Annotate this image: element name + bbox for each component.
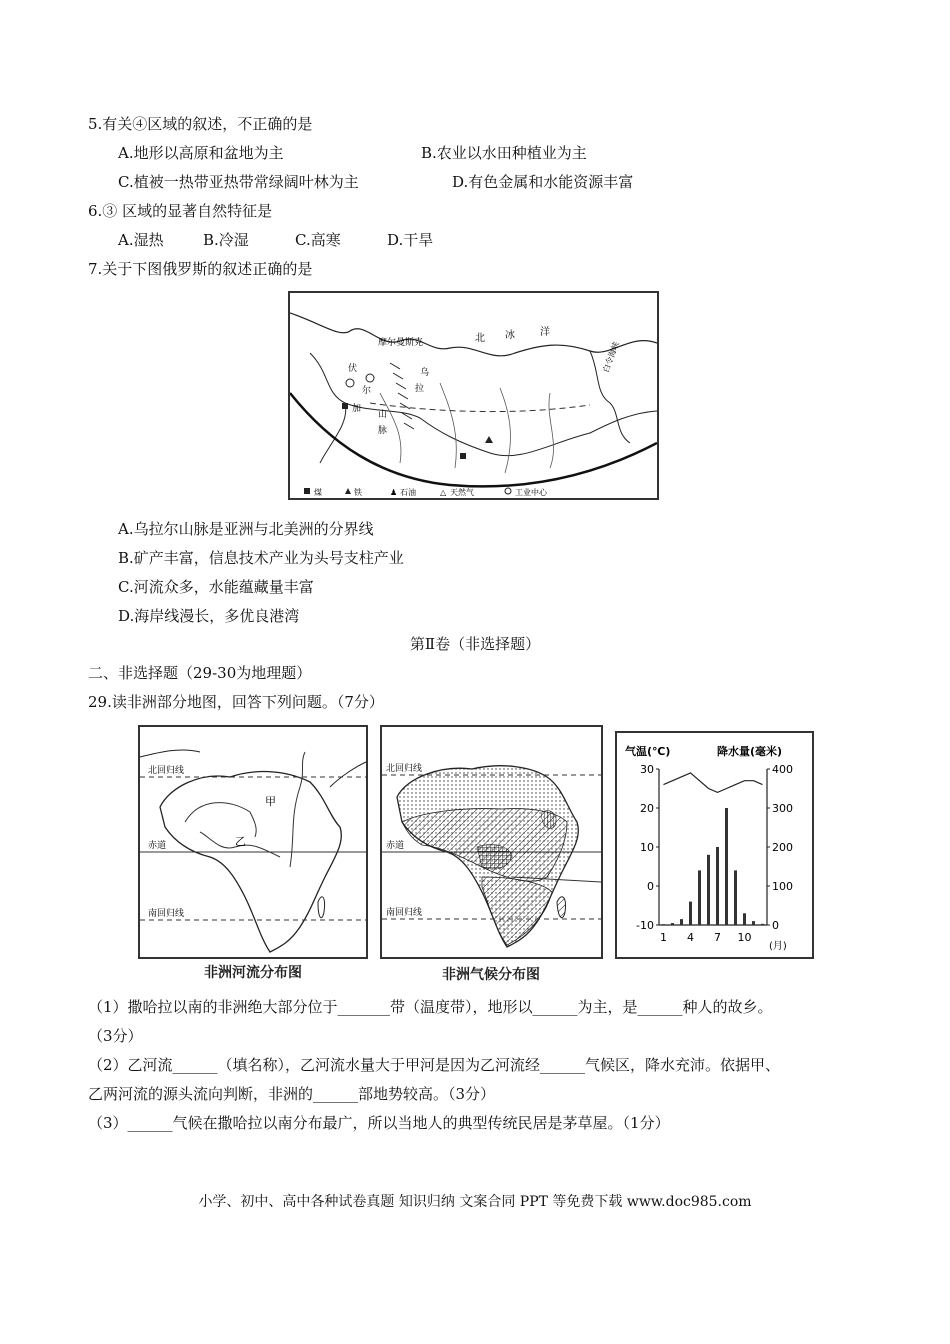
precip-bar: [761, 924, 764, 925]
q7-option-d: D.海岸线漫长，多优良港湾: [118, 607, 300, 625]
q6-option-b: B.冷湿: [203, 231, 249, 249]
q29-item-1-score: （3分）: [88, 1027, 143, 1045]
q29-item-2-cont: 乙两河流的源头流向判断，非洲的______部地势较高。（3分）: [88, 1085, 496, 1103]
map-label-murmansk: 摩尔曼斯克: [378, 338, 424, 348]
temp-tick-label: 30: [640, 763, 654, 776]
precip-bar: [725, 808, 728, 925]
precip-tick-label: 100: [772, 880, 793, 893]
q29-item-2: （2）乙河流______（填名称），乙河流水量大于甲河是因为乙河流经______气候区，降水充沛。依据甲、: [88, 1056, 781, 1074]
map-label-er: 尔: [362, 386, 372, 396]
x-tick-label: 10: [737, 931, 752, 944]
svg-text:铁: 铁: [354, 488, 362, 497]
map-label-jia: 加: [352, 404, 362, 414]
q5-option-c: C.植被一热带亚热带常绿阔叶林为主: [118, 173, 359, 191]
river-label-jia: 甲: [265, 795, 276, 808]
precip-bar: [743, 913, 746, 925]
precip-bar: [752, 921, 755, 925]
climate-map-tropic-cancer: 北回归线: [386, 764, 423, 774]
temp-tick-label: 10: [640, 841, 654, 854]
precip-bar: [671, 923, 674, 925]
map-label-bing: 冰: [505, 330, 515, 341]
q6-option-c: C.高寒: [295, 231, 341, 249]
precip-tick-label: 300: [772, 802, 793, 815]
russia-map: [288, 291, 659, 500]
svg-text:天然气: 天然气: [450, 488, 474, 497]
climate-map-tropic-capricorn: 南回归线: [386, 908, 423, 918]
q7-stem: 7.关于下图俄罗斯的叙述正确的是: [88, 260, 313, 278]
river-map-equator: 赤道: [148, 841, 167, 851]
precip-axis-label: 降水量(毫米): [717, 745, 783, 758]
map-label-bering: 白令海峡: [601, 340, 621, 374]
precip-bar: [680, 919, 683, 925]
x-axis-unit: (月): [769, 941, 787, 952]
temp-tick-label: -10: [636, 919, 654, 932]
x-tick-label: 7: [714, 931, 721, 944]
river-label-yi: 乙: [235, 835, 246, 848]
q7-option-c: C.河流众多，水能蕴藏量丰富: [118, 578, 314, 596]
river-map-tropic-capricorn: 南回归线: [148, 909, 185, 919]
precip-bar: [716, 847, 719, 925]
temp-tick-label: 20: [640, 802, 654, 815]
q5-option-a: A.地形以高原和盆地为主: [118, 144, 284, 162]
map-legend: [304, 487, 548, 497]
q29-item-3: （3）______气候在撒哈拉以南分布最广，所以当地人的典型传统民居是茅草屋。（1分）: [88, 1114, 670, 1132]
coal-symbol: [460, 453, 466, 459]
q5-stem: 5.有关④区域的叙述，不正确的是: [88, 115, 313, 133]
precip-tick-label: 400: [772, 763, 793, 776]
map-label-shan: 山: [378, 410, 388, 420]
x-tick-label: 1: [660, 931, 667, 944]
river-map-tropic-cancer: 北回归线: [148, 766, 185, 776]
industry-center-symbol: [346, 379, 354, 387]
precip-tick-label: 200: [772, 841, 793, 854]
q5-option-d: D.有色金属和水能资源丰富: [452, 173, 634, 191]
coal-symbol: [342, 403, 348, 409]
section-heading: 二、非选择题（29-30为地理题）: [88, 664, 312, 682]
precip-bar: [707, 855, 710, 925]
x-tick-label: 4: [687, 931, 694, 944]
q29-item-1: （1）撒哈拉以南的非洲绝大部分位于_______带（温度带），地形以______为主，是______种人的故乡。: [88, 998, 773, 1016]
q7-option-a: A.乌拉尔山脉是亚洲与北美洲的分界线: [118, 520, 374, 538]
africa-climate-map: [380, 725, 603, 983]
map-label-fu: 伏: [348, 364, 358, 374]
map-label-wu: 乌: [420, 368, 430, 378]
precip-bar: [734, 870, 737, 925]
svg-text:△: △: [440, 488, 447, 497]
temp-line: [664, 773, 763, 793]
svg-text:石油: 石油: [400, 488, 416, 497]
river-map-title: 非洲河流分布图: [204, 965, 302, 981]
climate-map-equator: 赤道: [386, 841, 405, 851]
map-label-bei: 北: [475, 333, 485, 344]
precip-bar: [662, 924, 665, 925]
temp-tick-label: 0: [647, 880, 654, 893]
industry-center-symbol: [366, 374, 374, 382]
svg-text:工业中心: 工业中心: [515, 488, 547, 497]
part2-heading: 第Ⅱ卷（非选择题）: [409, 635, 541, 653]
q7-option-b: B.矿产丰富，信息技术产业为头号支柱产业: [118, 549, 404, 567]
q5-option-b: B.农业以水田种植业为主: [421, 144, 587, 162]
map-label-yang: 洋: [540, 327, 550, 338]
svg-text:煤: 煤: [314, 488, 322, 497]
precip-tick-label: 0: [772, 919, 779, 932]
footer-text: 小学、初中、高中各种试卷真题 知识归纳 文案合同 PPT 等免费下载 www.doc985.com: [198, 1194, 752, 1210]
q6-stem: 6.③ 区域的显著自然特征是: [88, 202, 273, 220]
map-label-mai: 脉: [378, 426, 388, 436]
climate-chart: [615, 731, 814, 959]
iron-symbol: [485, 436, 493, 443]
temp-axis-label: 气温(℃): [625, 745, 671, 758]
climate-map-title: 非洲气候分布图: [442, 967, 540, 983]
map-label-la: 拉: [415, 384, 425, 394]
africa-river-map: [138, 725, 368, 981]
q6-option-a: A.湿热: [118, 231, 164, 249]
q6-option-d: D.干旱: [387, 231, 434, 249]
svg-text:♟: ♟: [390, 488, 398, 497]
q29-stem: 29.读非洲部分地图，回答下列问题。（7分）: [88, 693, 384, 711]
precip-bar: [689, 902, 692, 925]
precip-bar: [698, 870, 701, 925]
